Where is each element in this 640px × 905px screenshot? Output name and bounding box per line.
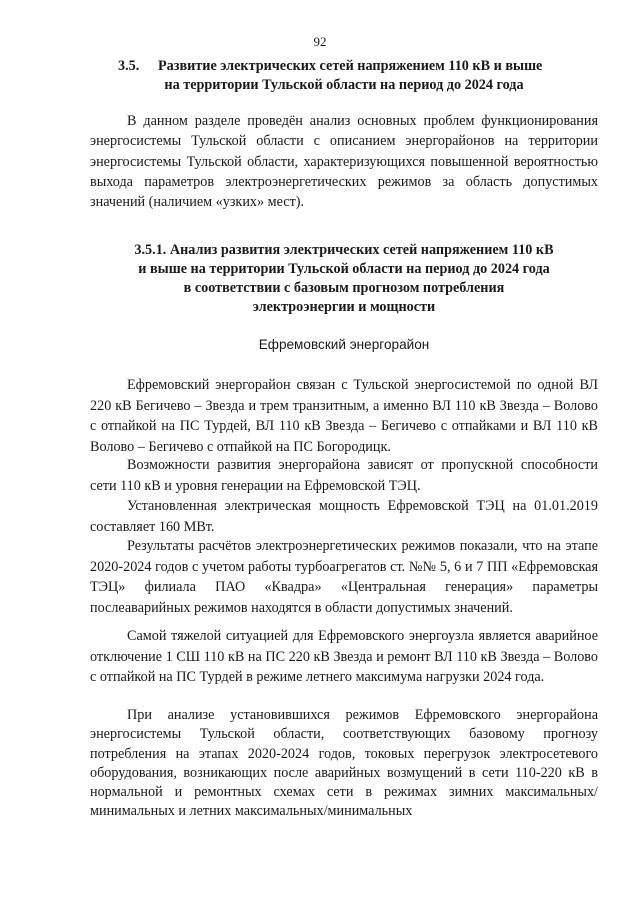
subsection-line4: электроэнергии и мощности — [252, 299, 436, 315]
subsection-heading — [90, 241, 598, 317]
body-paragraph: Возможности развития энергорайона зависят от пропускной способности сети 110 кВ и уровня генерации на Ефремовской ТЭЦ. — [90, 457, 598, 494]
body-paragraph: Результаты расчётов электроэнергетических режимов показали, что на этапе 2020-2024 годов с учетом работы турбоагрегатов ст. №№ 5, 6 и 7 ПП «Ефремовская ТЭЦ» филиала ПАО «Квадра» «Центральная генерация» параметры послеаварийных режимов находятся в области допустимых значений. — [90, 538, 598, 616]
body-paragraph: Ефремовский энергорайон связан с Тульской энергосистемой по одной ВЛ 220 кВ Бегичево – Звезда и трем транзитным, а именно ВЛ 110 кВ Звезда – Волово с отпайкой на ПС Турдей, ВЛ 110 кВ Звезда – Бегичево с отпайками и ВЛ 110 кВ Волово – Бегичево с отпайкой на ПС Богородицк. — [90, 377, 598, 455]
page-number: 92 — [313, 34, 327, 49]
section-title-line2: на территории Тульской области на период до 2024 года — [164, 77, 524, 93]
district-title: Ефремовский энергорайон — [258, 337, 430, 352]
body-paragraph: При анализе установившихся режимов Ефремовского энергорайона энергосистемы Тульской области, соответствующих базовому прогнозу потребления на этапах 2020-2024 годов, токовых перегрузок электросетевого оборудования, возникающих после аварийных возмущений в сети 110-220 кВ в нормальной и ремонтных схемах сети в режимах зимних максимальных/минимальных и летних максимальных/минимальных — [90, 707, 598, 820]
intro-paragraph: В данном разделе проведён анализ основных проблем функционирования энергосистемы Тульской области с описанием энергорайонов на территории энергосистемы Тульской области, характеризующихся повышенной вероятностью выхода параметров электроэнергетических режимов за область допустимых значений (наличием «узких» мест). — [90, 113, 598, 211]
subsection-line3: в соответствии с базовым прогнозом потребления — [183, 280, 505, 296]
body-paragraph: Установленная электрическая мощность Ефремовской ТЭЦ на 01.01.2019 составляет 160 МВт. — [90, 498, 598, 535]
subsection-line1: 3.5.1. Анализ развития электрических сетей напряжением 110 кВ — [134, 242, 554, 258]
section-number: 3.5. — [118, 58, 140, 74]
body-paragraph: Самой тяжелой ситуацией для Ефремовского энергоузла является аварийное отключение 1 СШ 110 кВ на ПС 220 кВ Звезда и ремонт ВЛ 110 кВ Звезда – Волово с отпайкой на ПС Турдей в режиме летнего максимума нагрузки 2024 года. — [90, 628, 598, 686]
subsection-line2: и выше на территории Тульской области на период до 2024 года — [138, 261, 550, 277]
section-title-line1: Развитие электрических сетей напряжением 110 кВ и выше — [158, 58, 543, 74]
